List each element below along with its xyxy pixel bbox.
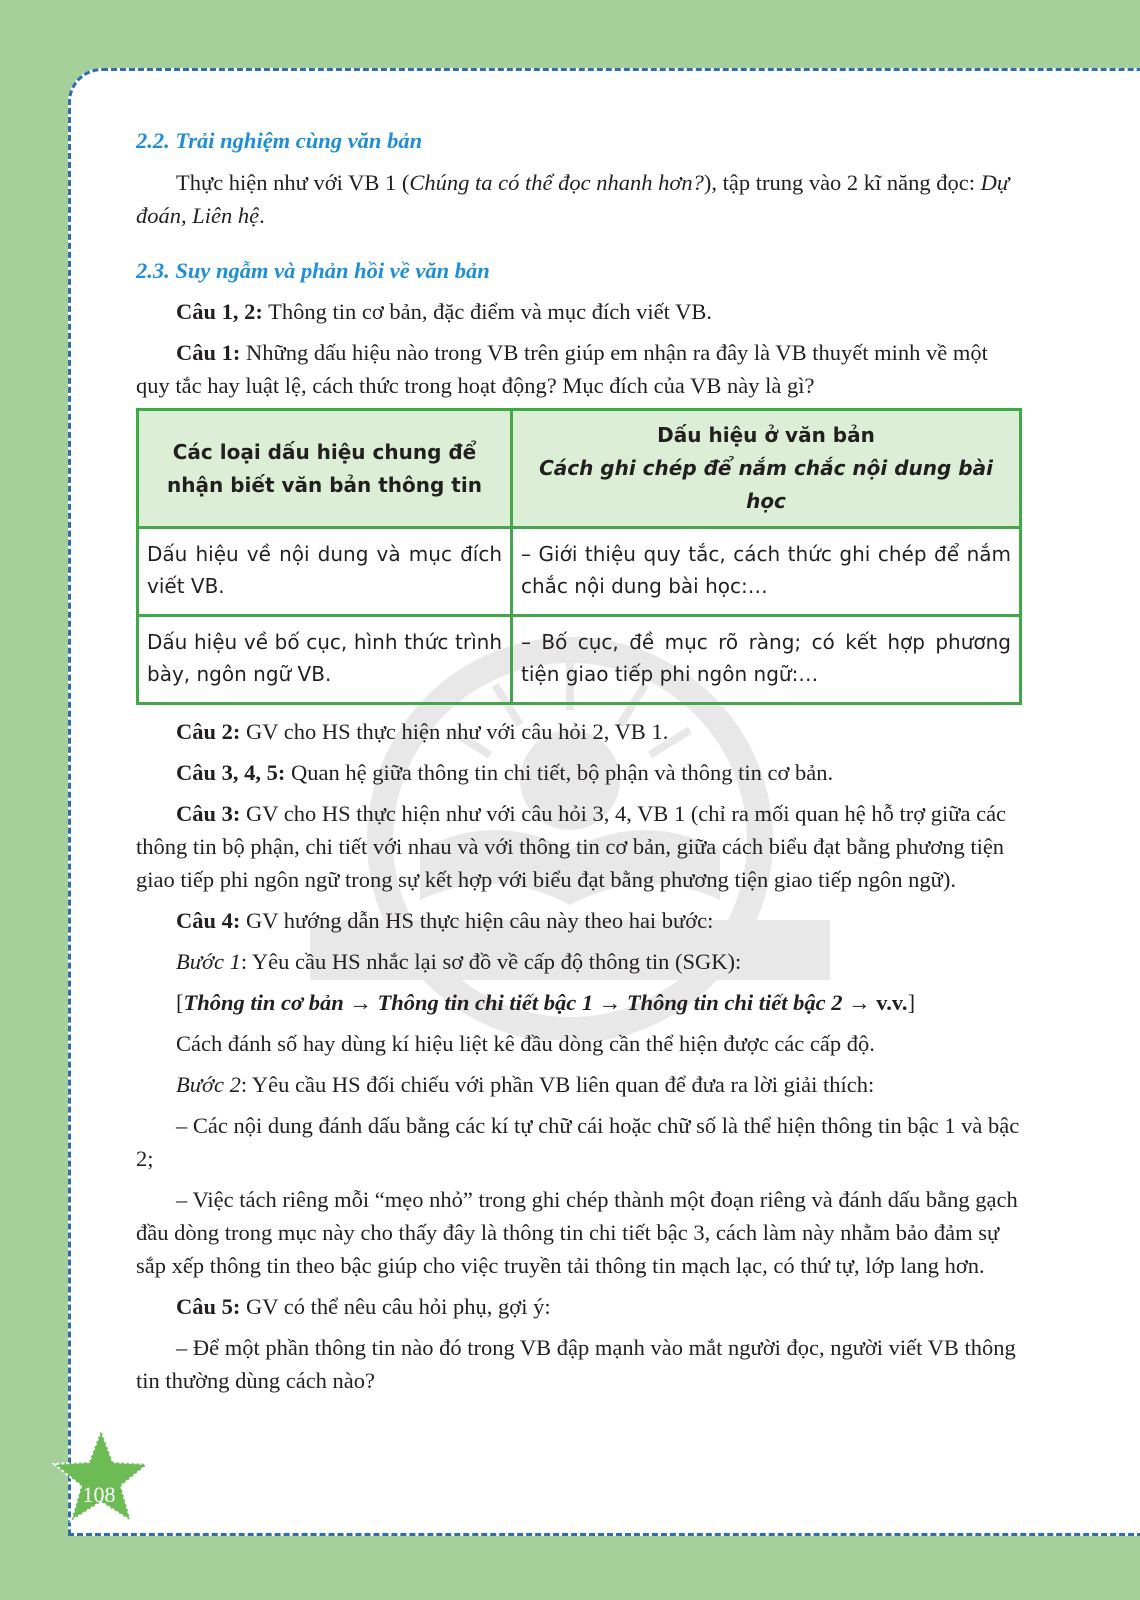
bullet-item: – Các nội dung đánh dấu bằng các kí tự chữ cái hoặc chữ số là thể hiện thông tin bậc 1 và bậc 2; <box>136 1113 1020 1171</box>
step-label: Bước 2 <box>176 1072 241 1097</box>
diagram-item: Thông tin chi tiết bậc 2 <box>626 990 843 1015</box>
section-heading-2-3: 2.3. Suy ngẫm và phản hồi về văn bản <box>136 258 490 283</box>
table-cell: – Giới thiệu quy tắc, cách thức ghi chép để nắm chắc nội dung bài học:… <box>512 528 1021 616</box>
table-row <box>138 616 1021 704</box>
paragraph-numbering: Cách đánh số hay dùng kí hiệu liệt kê đầu dòng cần thể hiện được các cấp độ. <box>176 1031 875 1056</box>
paragraph-step1 <box>136 945 1022 978</box>
question-label: Câu 4: <box>176 908 241 933</box>
table-header-col1: Các loại dấu hiệu chung để nhận biết văn bản thông tin <box>138 410 512 528</box>
paragraph-q4 <box>136 904 1022 937</box>
text: GV hướng dẫn HS thực hiện câu này theo hai bước: <box>240 908 714 933</box>
paragraph-2-2 <box>136 166 1022 232</box>
text-italic: Dự đoán, Liên hệ <box>136 170 1010 228</box>
header-line-italic: Cách ghi chép để nắm chắc nội dung bài học <box>539 456 993 513</box>
step-label: Bước 1 <box>176 949 241 974</box>
question-label: Câu 2: <box>176 719 241 744</box>
diagram-item: v.v. <box>876 990 908 1015</box>
question-label: Câu 3: <box>176 801 241 826</box>
table-header-col2 <box>512 410 1021 528</box>
text: Những dấu hiệu nào trong VB trên giúp em nhận ra đây là VB thuyết minh về một quy tắc hay luật lệ, cách thức trong hoạt động? Mục đích của VB này là gì? <box>136 340 988 398</box>
bracket: [ <box>176 990 184 1015</box>
text: Quan hệ giữa thông tin chi tiết, bộ phận và thông tin cơ bản. <box>285 760 834 785</box>
text: : Yêu cầu HS đối chiếu với phần VB liên quan để đưa ra lời giải thích: <box>240 1072 875 1097</box>
paragraph-q3 <box>136 797 1022 896</box>
arrow-icon: → <box>593 990 627 1015</box>
header-line: Dấu hiệu ở văn bản <box>657 423 875 447</box>
signs-table <box>136 408 1022 705</box>
arrow-icon: → <box>842 990 877 1015</box>
text: GV cho HS thực hiện như với câu hỏi 2, VB 1. <box>240 719 669 744</box>
main-content <box>136 124 1022 1397</box>
info-level-diagram <box>136 986 1022 1019</box>
page-number: 108 <box>82 1482 116 1507</box>
text: Thông tin cơ bản, đặc điểm và mục đích viết VB. <box>262 299 712 324</box>
section-heading-2-2: 2.2. Trải nghiệm cùng văn bản <box>136 128 423 153</box>
text-italic: Chúng ta có thể đọc nhanh hơn? <box>409 170 704 195</box>
bullet-item: – Việc tách riêng mỗi “mẹo nhỏ” trong ghi chép thành một đoạn riêng và đánh dấu bằng gạch đầu dòng trong mục này cho thấy đây là thông tin chi tiết bậc 3, cách làm này nhằm bảo đảm sự sắp xếp thông tin theo bậc giúp cho việc truyền tải thông tin mạch lạc, có thứ tự, lớp lang hơn. <box>136 1187 1018 1278</box>
diagram-item: Thông tin cơ bản <box>183 990 344 1015</box>
text: GV cho HS thực hiện như với câu hỏi 3, 4, VB 1 (chỉ ra mối quan hệ hỗ trợ giữa các thông tin bộ phận, chi tiết với nhau và với thông tin cơ bản, giữa cách biểu đạt bằng phương tiện giao tiếp phi ngôn ngữ trong sự kết hợp với biểu đạt bằng phương tiện giao tiếp ngôn ngữ). <box>136 801 1007 892</box>
question-label: Câu 3, 4, 5: <box>176 760 286 785</box>
table-header-row <box>138 410 1021 528</box>
text: Thực hiện như với VB 1 ( <box>176 170 410 195</box>
diagram-item: Thông tin chi tiết bậc 1 <box>377 990 594 1015</box>
paragraph-step2 <box>136 1068 1022 1101</box>
table-row <box>138 528 1021 616</box>
table-cell: Dấu hiệu về bố cục, hình thức trình bày, ngôn ngữ VB. <box>138 616 512 704</box>
bracket: ] <box>907 990 916 1015</box>
text: ), tập trung vào 2 kĩ năng đọc: <box>703 170 981 195</box>
paragraph-q1 <box>136 336 1022 402</box>
text: GV có thể nêu câu hỏi phụ, gợi ý: <box>240 1294 551 1319</box>
bullet-item: – Để một phần thông tin nào đó trong VB đập mạnh vào mắt người đọc, người viết VB thông tin thường dùng cách nào? <box>136 1335 1016 1393</box>
paragraph-q2 <box>136 715 1022 748</box>
text: : Yêu cầu HS nhắc lại sơ đồ về cấp độ thông tin (SGK): <box>240 949 742 974</box>
paragraph-q345 <box>136 756 1022 789</box>
question-label: Câu 1, 2: <box>176 299 263 324</box>
arrow-icon: → <box>343 990 378 1015</box>
table-cell: – Bố cục, đề mục rõ ràng; có kết hợp phương tiện giao tiếp phi ngôn ngữ:… <box>512 616 1021 704</box>
paragraph-q12 <box>136 295 1022 328</box>
question-label: Câu 1: <box>176 340 241 365</box>
table-cell: Dấu hiệu về nội dung và mục đích viết VB. <box>138 528 512 616</box>
question-label: Câu 5: <box>176 1294 241 1319</box>
paragraph-q5 <box>136 1290 1022 1323</box>
star-icon <box>46 1424 156 1534</box>
text: . <box>259 203 265 228</box>
